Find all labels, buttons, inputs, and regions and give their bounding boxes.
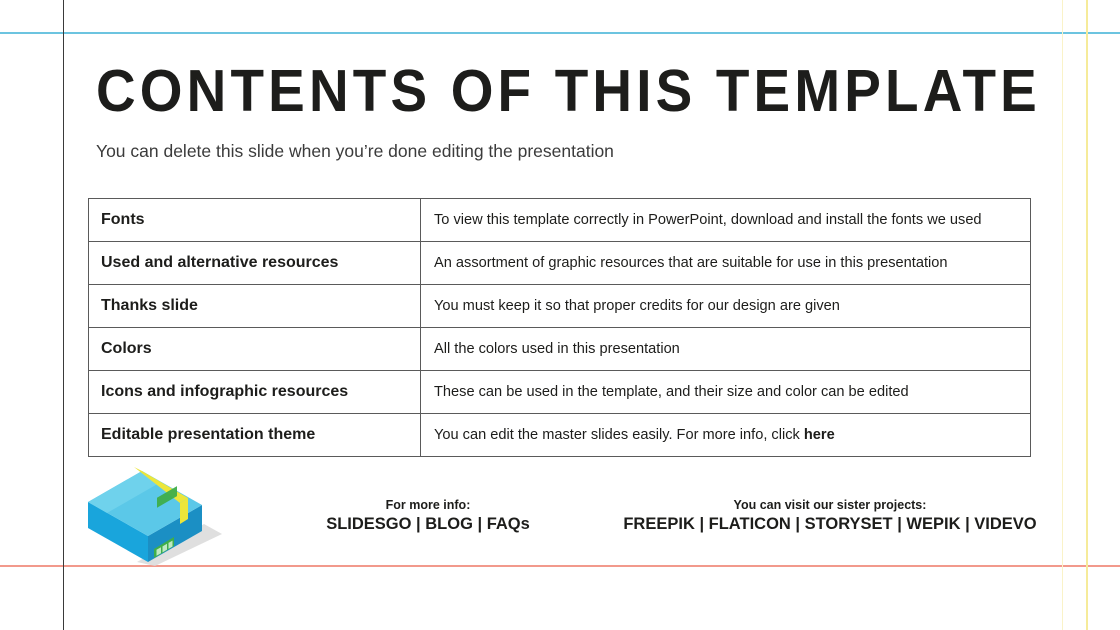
table-cell-desc: An assortment of graphic resources that are suitable for use in this presentation: [421, 242, 1031, 285]
table-row: [89, 285, 1031, 328]
table-cell-desc: You must keep it so that proper credits for our design are given: [421, 285, 1031, 328]
table-cell-label: Used and alternative resources: [89, 242, 421, 285]
table-cell-desc: [421, 414, 1031, 457]
table-cell-label: Fonts: [89, 199, 421, 242]
footer-sister-projects-links[interactable]: FREEPIK | FLATICON | STORYSET | WEPIK | VIDEVO: [623, 514, 1037, 533]
guide-line-left-dark: [63, 0, 64, 630]
guide-line-right-yellow-faint: [1062, 0, 1063, 630]
page-title: CONTENTS OF THIS TEMPLATE: [96, 58, 1041, 124]
isometric-box-icon: [82, 466, 222, 566]
footer-more-info-links[interactable]: SLIDESGO | BLOG | FAQs: [326, 514, 530, 533]
footer-sister-projects: [600, 498, 1060, 534]
table-row: [89, 414, 1031, 457]
table-cell-label: Editable presentation theme: [89, 414, 421, 457]
contents-table: [88, 198, 1031, 457]
table-cell-desc: To view this template correctly in PowerPoint, download and install the fonts we used: [421, 199, 1031, 242]
table-row: [89, 199, 1031, 242]
table-cell-label: Colors: [89, 328, 421, 371]
guide-line-top-blue: [0, 32, 1120, 34]
table-cell-desc: These can be used in the template, and their size and color can be edited: [421, 371, 1031, 414]
table-cell-desc-text: You can edit the master slides easily. For more info, click: [434, 427, 804, 443]
table-cell-desc: All the colors used in this presentation: [421, 328, 1031, 371]
footer-more-info-lead: For more info:: [385, 498, 471, 512]
guide-line-right-yellow: [1086, 0, 1088, 630]
page-subtitle: You can delete this slide when you’re done editing the presentation: [96, 141, 614, 161]
table-cell-label: Thanks slide: [89, 285, 421, 328]
table-row: [89, 371, 1031, 414]
table-cell-label: Icons and infographic resources: [89, 371, 421, 414]
table-row: [89, 242, 1031, 285]
more-info-link[interactable]: here: [803, 427, 835, 443]
table-row: [89, 328, 1031, 371]
footer-sister-projects-lead: You can visit our sister projects:: [733, 498, 927, 512]
contents-table-body: [89, 199, 1031, 457]
footer-more-info: [312, 498, 544, 534]
